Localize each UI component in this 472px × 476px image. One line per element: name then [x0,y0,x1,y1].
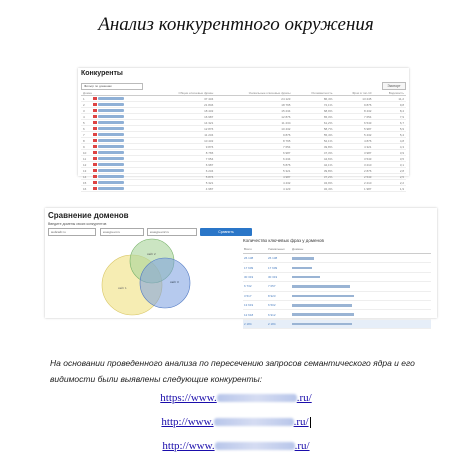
row-cell: 1,9 [373,186,406,192]
redacted-domain-link [98,169,124,172]
row-cell: 58,7% [292,126,334,132]
table-row [243,319,431,328]
row-cell: 4 321 [334,144,373,150]
total-cell: 12 618 [243,310,267,319]
total-cell: 2 184 [243,319,267,328]
redacted-domain-link [98,175,124,178]
redacted-domain-link [98,97,124,100]
table-row [243,300,431,309]
row-cell: 9 876 [334,102,373,108]
unique-cell: 6 502 [267,300,291,309]
row-cell: 5 987 [334,126,373,132]
row-cell: 42,1% [292,162,334,168]
venn-diagram [90,233,210,317]
col-top10: Фраз в топ-10 [334,90,373,96]
row-cell: 5 321 [150,180,215,186]
unique-cell: 8 923 [267,291,291,300]
venn-circle-3 [140,258,190,308]
row-cell: 6 234 [150,168,215,174]
flag-icon [93,109,97,112]
row-cell: 6,7 [373,120,406,126]
redacted-domains [292,257,314,260]
row-cell: 4 987 [215,174,292,180]
row-cell: 2,8 [373,168,406,174]
unique-cell: 30 319 [267,272,291,281]
redacted-domain-link [98,139,124,142]
row-cell: 2 210 [334,180,373,186]
row-cell: 7 654 [150,156,215,162]
row-cell: 72,1% [292,102,334,108]
competitors-toolbar [78,82,409,90]
row-number: 6 [81,126,91,132]
redacted-domain-link [98,181,124,184]
row-cell: 18 765 [215,102,292,108]
row-cell: 4 123 [215,186,292,192]
flag-icon [93,175,97,178]
row-number: 12 [81,162,91,168]
domains-title: Сравнение доменов [48,211,129,220]
row-number: 1 [81,96,91,102]
keyphrase-header-row [243,245,431,254]
redacted-domain-link [98,163,124,166]
domain-filter-input[interactable]: Фильтр по доменам [81,83,143,90]
row-cell: 16 987 [150,114,215,120]
row-cell: 11 234 [215,120,292,126]
flag-icon [93,169,97,172]
row-cell: 5,9 [373,126,406,132]
row-cell: 47,3% [292,150,334,156]
col-unique: Уникальные ключевые фразы [215,90,292,96]
link-3-prefix: http://www. [162,440,215,452]
domains-subtitle: Введите домены своих конкурентов [48,222,107,226]
redacted-domains [292,276,320,279]
redacted-domain-link [98,151,124,154]
flag-icon [93,97,97,100]
row-cell: 14 321 [150,120,215,126]
table-row [243,263,431,272]
table-row [243,254,431,263]
row-number: 14 [81,174,91,180]
row-cell: 10 432 [150,138,215,144]
row-number: 13 [81,168,91,174]
row-cell: 9 876 [150,144,215,150]
row-cell: 5,4 [373,132,406,138]
row-cell: 9,8 [373,102,406,108]
row-cell: 6 543 [334,120,373,126]
redacted-domain-2 [214,418,294,426]
redacted-domains [292,304,352,307]
flag-icon [93,163,97,166]
row-domain[interactable] [91,186,150,192]
redacted-domains [292,313,354,316]
redacted-domain-link [98,157,124,160]
unique-cell: 7 057 [267,282,291,291]
col-domains: Домены [291,245,431,254]
row-cell: 12 876 [215,114,292,120]
domains-cell[interactable] [291,263,431,272]
row-cell: 8 765 [150,150,215,156]
domains-cell[interactable] [291,310,431,319]
export-button[interactable]: Экспорт [382,82,406,90]
row-number: 11 [81,156,91,162]
keyphrase-table-title: Количество ключевых фраз у доменов [243,238,324,243]
row-number: 3 [81,108,91,114]
redacted-domains [292,295,354,298]
row-number: 15 [81,180,91,186]
flag-icon [93,181,97,184]
flag-icon [93,103,97,106]
row-number: 7 [81,132,91,138]
row-number: 16 [81,186,91,192]
row-number: 2 [81,102,91,108]
link-1-suffix: .ru/ [296,392,312,404]
row-cell: 6 234 [215,156,292,162]
redacted-domain-link [98,109,124,112]
row-cell: 2,2 [373,180,406,186]
row-cell: 5 876 [150,174,215,180]
redacted-domains [292,285,350,288]
competitor-link-2[interactable] [161,416,308,428]
keyphrase-count-table-block [243,238,433,329]
row-cell: 2,5 [373,174,406,180]
row-cell: 4,3 [373,144,406,150]
domain-input-3[interactable]: конкурент2.ru [147,228,197,236]
keyphrase-table-body [243,254,431,329]
unique-cell: 17 609 [267,263,291,272]
total-cell: 26 138 [243,254,267,263]
table-row [243,282,431,291]
row-cell: 3 543 [334,156,373,162]
flag-icon [93,145,97,148]
redacted-domain-link [98,103,124,106]
row-cell: 49,8% [292,144,334,150]
row-cell: 11 234 [150,132,215,138]
row-cell: 44,6% [292,156,334,162]
row-cell: 4 987 [150,186,215,192]
link-1-prefix: https://www. [160,392,217,404]
redacted-domain-link [98,133,124,136]
competitors-screenshot [78,68,409,191]
competitor-link-1[interactable] [160,392,311,404]
row-cell: 8 432 [334,108,373,114]
row-cell: 18 432 [150,108,215,114]
row-cell: 5 432 [334,132,373,138]
row-number: 8 [81,138,91,144]
flag-icon [93,187,97,190]
row-cell: 34,9% [292,180,334,186]
domains-cell[interactable] [291,282,431,291]
row-cell: 3,1 [373,162,406,168]
domain-input-2[interactable]: конкурент.ru [100,228,144,236]
competitors-table [81,90,406,192]
domains-cell[interactable] [291,272,431,281]
total-cell: 3 517 [243,291,267,300]
row-cell: 7 654 [215,144,292,150]
row-cell: 15 234 [215,108,292,114]
row-cell: 55,4% [292,132,334,138]
competitor-link-row-2 [0,416,472,428]
row-cell: 52,1% [292,138,334,144]
competitor-link-3[interactable] [162,440,309,452]
flag-icon [93,151,97,154]
table-row [81,186,406,192]
row-cell: 65,3% [292,114,334,120]
row-cell: 12 876 [150,126,215,132]
table-row [243,310,431,319]
row-cell: 61,2% [292,120,334,126]
row-cell: 5 321 [215,168,292,174]
link-3-suffix: .ru/ [294,440,310,452]
row-cell: 68,9% [292,108,334,114]
row-cell: 2 543 [334,174,373,180]
competitors-table-body [81,96,406,192]
link-2-suffix: .ru/ [293,416,309,428]
row-cell: 6 987 [215,150,292,156]
table-row [243,291,431,300]
unique-cell: 2 184 [267,319,291,328]
redacted-domain-link [98,115,124,118]
redacted-domains [292,323,352,326]
col-visibility: Видимость [373,90,406,96]
row-cell: 11,2 [373,96,406,102]
row-cell: 21 846 [150,102,215,108]
row-cell: 8 765 [215,138,292,144]
flag-icon [93,115,97,118]
flag-icon [93,127,97,130]
compare-button[interactable]: Сравнить [200,228,252,236]
row-cell: 32,4% [292,186,334,192]
row-cell: 4 876 [334,138,373,144]
page-title: Анализ конкурентного окружения [98,14,374,35]
col-unique-count: Уникальных [267,245,291,254]
flag-icon [93,157,97,160]
domain-input-1[interactable]: мойсайт.ru [48,228,96,236]
competitors-title: Конкуренты [81,70,123,77]
col-relevance: Релевантность [292,90,334,96]
flag-icon [93,121,97,124]
col-total: Всего [243,245,267,254]
redacted-domains [292,267,312,270]
total-cell: 13 619 [243,300,267,309]
row-cell: 1 987 [334,186,373,192]
row-cell: 5 876 [215,162,292,168]
text-cursor [310,417,311,428]
row-cell: 10 432 [215,126,292,132]
redacted-domain-1 [217,394,297,402]
venn-label-3: сайт 3 [170,280,179,284]
row-cell: 3 987 [334,150,373,156]
row-cell: 6 987 [150,162,215,168]
row-cell: 24 123 [215,96,292,102]
redacted-domain-link [98,145,124,148]
col-common: Общие ключевые фразы [150,90,215,96]
row-cell: 7 654 [334,114,373,120]
table-row [243,272,431,281]
total-cell: 30 319 [243,272,267,281]
row-cell: 4,8 [373,138,406,144]
col-domain: Домен [81,90,150,96]
competitor-link-row-1 [0,392,472,404]
domains-cell[interactable] [291,254,431,263]
total-cell: 17 609 [243,263,267,272]
redacted-domain-3 [215,442,295,450]
domains-cell[interactable] [291,300,431,309]
row-number: 5 [81,120,91,126]
row-cell: 3,9 [373,150,406,156]
row-number: 4 [81,114,91,120]
unique-cell: 6 912 [267,310,291,319]
row-cell: 2 876 [334,168,373,174]
flag-icon [93,133,97,136]
venn-label-2: сайт 2 [147,252,156,256]
row-cell: 9 876 [215,132,292,138]
row-cell: 37,2% [292,174,334,180]
unique-cell: 26 138 [267,254,291,263]
row-number: 9 [81,144,91,150]
row-cell: 37 434 [150,96,215,102]
row-cell: 86,4% [292,96,334,102]
row-cell: 3 210 [334,162,373,168]
competitor-link-row-3 [0,440,472,452]
domains-screenshot [45,208,437,326]
row-cell: 3,5 [373,156,406,162]
domains-cell[interactable] [291,319,431,328]
row-cell: 4 432 [215,180,292,186]
domains-cell[interactable] [291,291,431,300]
row-cell: 39,8% [292,168,334,174]
row-cell: 13 245 [334,96,373,102]
keyphrase-count-table [243,245,431,329]
venn-label-1: сайт 1 [118,286,127,290]
redacted-domain-link [98,187,124,190]
flag-icon [93,139,97,142]
redacted-domain-link [98,127,124,130]
row-number: 10 [81,150,91,156]
total-cell: 6 732 [243,282,267,291]
row-cell: 7,9 [373,114,406,120]
row-cell: 8,4 [373,108,406,114]
link-2-prefix: http://www. [161,416,214,428]
redacted-domain-link [98,121,124,124]
conclusion-paragraph: На основании проведенного анализа по пересечению запросов семантического ядра и его видимости были выявлены следующие конкуренты: [50,358,415,384]
